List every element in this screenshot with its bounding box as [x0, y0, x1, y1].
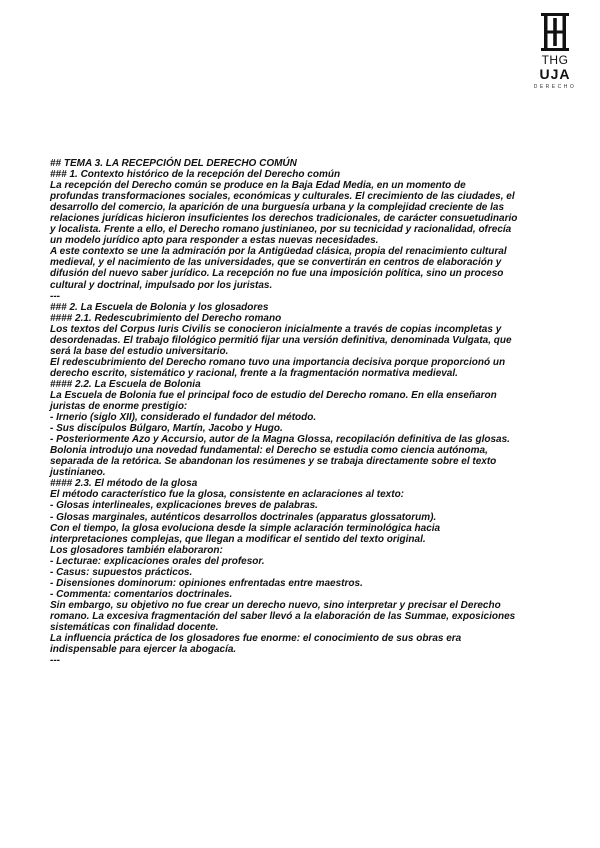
- text-line: #### 2.2. La Escuela de Bolonia: [50, 378, 201, 390]
- text-line: La influencia práctica de los glosadores fue enorme: el conocimiento de sus obras era: [50, 633, 462, 645]
- text-line: ### 1. Contexto histórico de la recepción del Derecho común: [50, 169, 341, 181]
- text-line: - Disensiones dominorum: opiniones enfrentadas entre maestros.: [50, 577, 363, 589]
- text-line: profundas transformaciones sociales, económicas y culturales. El crecimiento de las ciudades, el: [50, 191, 515, 203]
- text-line: desordenadas. El trabajo filológico permitió fijar una versión definitiva, denominada Vulgata, que: [50, 334, 512, 346]
- text-line: El método característico fue la glosa, consistente en aclaraciones al texto:: [50, 489, 405, 501]
- text-line: cultural y doctrinal, impulsado por los juristas.: [50, 279, 273, 291]
- text-line: Los textos del Corpus Iuris Civilis se conocieron inicialmente a través de copias incompletas y: [50, 323, 502, 335]
- text-line: ### 2. La Escuela de Bolonia y los glosadores: [50, 301, 269, 313]
- logo-text-uja: UJA: [539, 66, 571, 82]
- text-line: La Escuela de Bolonia fue el principal foco de estudio del Derecho romano. En ella enseñaron: [50, 389, 497, 401]
- thg-monogram-icon: [540, 12, 570, 52]
- text-line: La recepción del Derecho común se produce en la Baja Edad Media, en un momento de: [50, 180, 466, 192]
- text-line: juristas de enorme prestigio:: [50, 401, 188, 413]
- text-line: - Casus: supuestos prácticos.: [50, 566, 193, 578]
- text-line: ## TEMA 3. LA RECEPCIÓN DEL DERECHO COMÚN: [50, 158, 297, 169]
- document-body: [50, 158, 550, 666]
- text-line: ---: [50, 290, 60, 302]
- text-line: será la base del estudio universitario.: [50, 345, 229, 357]
- text-line: El redescubrimiento del Derecho romano tuvo una importancia decisiva porque proporcionó un: [50, 356, 506, 368]
- text-line: A este contexto se une la admiración por la Antigüedad clásica, propia del renacimiento cultural: [50, 246, 507, 258]
- text-line: sistemáticas con finalidad docente.: [50, 621, 219, 633]
- text-line: y localista. Frente a ello, el Derecho romano justinianeo, por su tecnicidad y racionalidad, ofrecía: [50, 224, 512, 236]
- text-line: Con el tiempo, la glosa evoluciona desde la simple aclaración terminológica hacia: [50, 522, 441, 534]
- text-line: Los glosadores también elaboraron:: [50, 544, 223, 556]
- text-line: - Sus discípulos Búlgaro, Martín, Jacobo y Hugo.: [50, 423, 283, 435]
- text-line: separada de la retórica. Se abandonan los resúmenes y se trabaja directamente sobre el texto: [50, 456, 497, 468]
- text-line: #### 2.1. Redescubrimiento del Derecho romano: [50, 312, 282, 324]
- text-line: Sin embargo, su objetivo no fue crear un derecho nuevo, sino interpretar y precisar el Derecho: [50, 599, 501, 611]
- text-line: justinianeo.: [50, 467, 106, 479]
- text-line: - Glosas marginales, auténticos desarrollos doctrinales (apparatus glossatorum).: [50, 511, 437, 523]
- text-line: indispensable para ejercer la abogacía.: [50, 644, 237, 656]
- logo-text-thg: THG: [541, 53, 569, 67]
- text-line: - Irnerio (siglo XII), considerado el fundador del método.: [50, 412, 317, 424]
- text-line: romano. La excesiva fragmentación del saber llevó a la elaboración de las Summae, exposiciones: [50, 610, 516, 622]
- text-line: interpretaciones complejas, que llegan a modificar el sentido del texto original.: [50, 533, 426, 545]
- text-line: - Lecturae: explicaciones orales del profesor.: [50, 555, 265, 567]
- text-line: ---: [50, 655, 60, 667]
- text-line: desarrollo del comercio, la aparición de una burguesía urbana y la complejidad creciente de las: [50, 202, 505, 214]
- text-line: - Glosas interlineales, explicaciones breves de palabras.: [50, 500, 318, 512]
- text-line: #### 2.3. El método de la glosa: [50, 478, 198, 490]
- text-line: relaciones jurídicas hicieron insuficientes los derechos tradicionales, de carácter consuetudinario: [50, 213, 518, 225]
- logo-text-subtitle: DERECHO: [533, 84, 577, 90]
- text-line: Bolonia introdujo una novedad fundamental: el Derecho se estudia como ciencia autónoma,: [50, 445, 488, 457]
- text-line: difusión del nuevo saber jurídico. La recepción no fue una imposición política, sino un proceso: [50, 268, 504, 280]
- text-line: derecho escrito, sistemático y racional, frente a la fragmentación normativa medieval.: [50, 367, 458, 379]
- logo: [530, 12, 580, 102]
- text-line: un modelo jurídico apto para responder a estas nuevas necesidades.: [50, 235, 379, 247]
- text-line: - Posteriormente Azo y Accursio, autor de la Magna Glossa, recopilación definitiva de las glosas.: [50, 434, 510, 446]
- text-line: medieval, y el nacimiento de las universidades, que se convertirán en centros de elaboración y: [50, 257, 502, 269]
- text-line: - Commenta: comentarios doctrinales.: [50, 588, 233, 600]
